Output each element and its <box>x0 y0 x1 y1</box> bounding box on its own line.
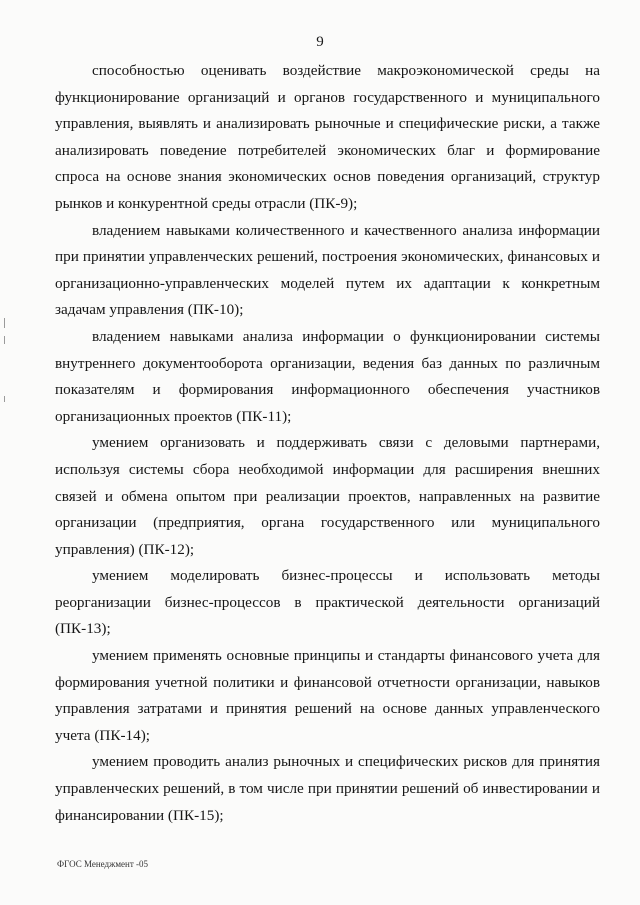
paragraph-pk-9: способностью оценивать воздействие макроэкономической среды на функционирование организаций и органов государственного и муниципального управления, выявлять и анализировать рыночные и специфические риски, а также анализировать поведение потребителей экономических благ и формирование спроса на основе знания экономических основ поведения организаций, структур рынков и конкурентной среды отрасли (ПК-9); <box>55 62 600 212</box>
paragraph-pk-12: умением организовать и поддерживать связи с деловыми партнерами, используя системы сбора необходимой информации для расширения внешних связей и обмена опытом при реализации проектов, направленных на развитие организации (предприятия, органа государственного или муниципального управления) (ПК-12); <box>55 434 600 558</box>
binding-mark <box>4 318 5 328</box>
binding-mark <box>4 336 5 344</box>
paragraph-pk-11: владением навыками анализа информации о функционировании системы внутреннего документооборота организации, ведения баз данных по различным показателям и формирования информационного обеспечения участников организационных проектов (ПК-11); <box>55 327 600 425</box>
paragraph-pk-10: владением навыками количественного и качественного анализа информации при принятии управленческих решений, построения экономических, финансовых и организационно-управленческих моделей путем их адаптации к конкретным задачам управления (ПК-10); <box>55 221 600 319</box>
binding-mark <box>4 396 5 402</box>
page-number: 9 <box>316 34 324 50</box>
paragraph-pk-15: умением проводить анализ рыночных и специфических рисков для принятия управленческих решений, в том числе при принятии решений об инвестировании и финансировании (ПК-15); <box>55 753 600 824</box>
paragraph-pk-13: умением моделировать бизнес-процессы и использовать методы реорганизации бизнес-процессов в практической деятельности организаций (ПК-13); <box>55 567 600 638</box>
page-footer: ФГОС Менеджмент -05 <box>57 859 149 869</box>
paragraph-pk-14: умением применять основные принципы и стандарты финансового учета для формирования учетной политики и финансовой отчетности организации, навыков управления затратами и принятия решений на основе данных управленческого учета (ПК-14); <box>55 647 600 744</box>
document-body <box>55 58 600 829</box>
